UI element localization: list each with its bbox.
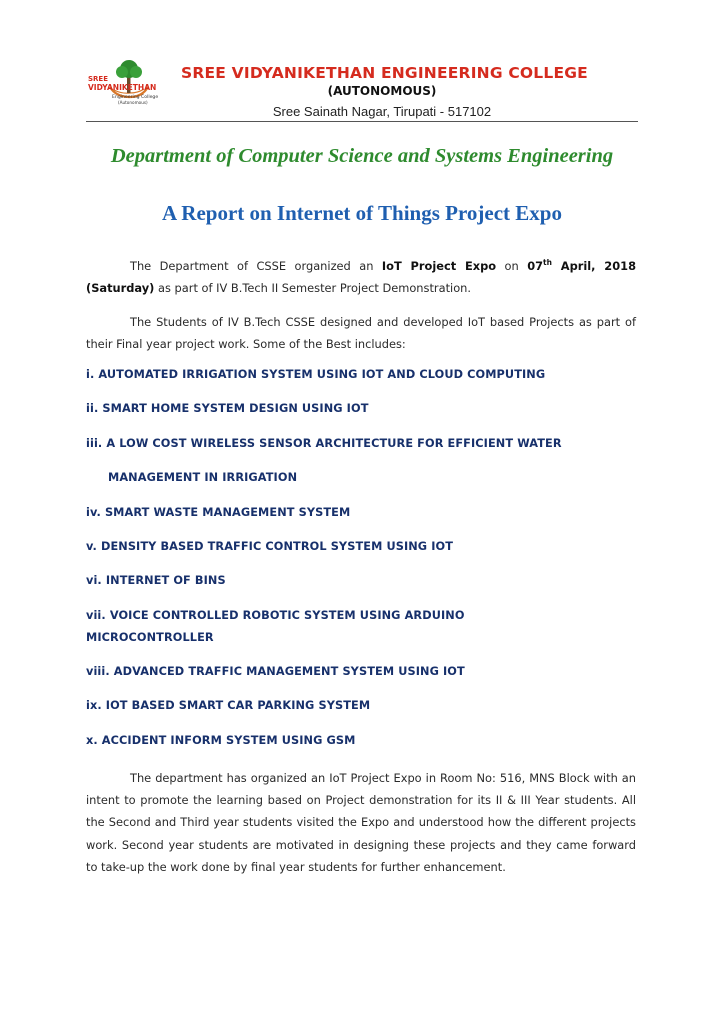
logo-text-name: VIDYANIKETHAN bbox=[88, 83, 157, 92]
college-name: SREE VIDYANIKETHAN ENGINEERING COLLEGE bbox=[181, 64, 588, 82]
college-address: Sree Sainath Nagar, Tirupati - 517102 bbox=[272, 104, 492, 119]
logo-text-subtitle: Engineering College bbox=[112, 95, 159, 100]
project-item: vi. INTERNET OF BINS bbox=[86, 574, 226, 587]
event-day-suffix: th bbox=[543, 258, 552, 268]
project-item-continuation: MICROCONTROLLER bbox=[86, 631, 214, 644]
intro-paragraph bbox=[86, 255, 636, 299]
intro-text-3: as part of IV B.Tech II Semester Project Demonstration. bbox=[154, 281, 472, 296]
project-item: v. DENSITY BASED TRAFFIC CONTROL SYSTEM USING IOT bbox=[86, 540, 454, 553]
project-item: x. ACCIDENT INFORM SYSTEM USING GSM bbox=[86, 734, 356, 747]
header-divider bbox=[86, 121, 638, 122]
closing-paragraph bbox=[86, 767, 636, 878]
project-item: iii. A LOW COST WIRELESS SENSOR ARCHITECTURE FOR EFFICIENT WATER bbox=[86, 437, 562, 450]
students-paragraph bbox=[86, 311, 636, 355]
logo-text-autonomous: (Autonomous) bbox=[118, 100, 148, 105]
project-item: iv. SMART WASTE MANAGEMENT SYSTEM bbox=[86, 506, 351, 519]
intro-text-1: The Department of CSSE organized an bbox=[130, 259, 382, 273]
closing-text: The department has organized an IoT Project Expo in Room No: 516, MNS Block with an intent to promote the learning based on Project demonstration for its II & III Year students. All the Second and Third year students visited the Expo and understood how the different projects work. Second year students are motivated in designing these projects and they came forward to take-up the work done by final year students for further enhancement. bbox=[86, 771, 636, 874]
department-title: Department of Computer Science and Systems Engineering bbox=[110, 145, 614, 167]
intro-text-2: on bbox=[496, 259, 528, 273]
event-name: IoT Project Expo bbox=[381, 259, 497, 273]
event-day: 07 bbox=[527, 259, 544, 273]
project-item: i. AUTOMATED IRRIGATION SYSTEM USING IOT AND CLOUD COMPUTING bbox=[86, 368, 546, 381]
project-item: ix. IOT BASED SMART CAR PARKING SYSTEM bbox=[86, 699, 371, 712]
project-item: vii. VOICE CONTROLLED ROBOTIC SYSTEM USING ARDUINO bbox=[86, 609, 465, 622]
event-date: April, 2018 bbox=[551, 259, 637, 273]
project-item: ii. SMART HOME SYSTEM DESIGN USING IOT bbox=[86, 402, 369, 415]
students-text: The Students of IV B.Tech CSSE designed and developed IoT based Projects as part of their Final year project work. Some of the Best includes: bbox=[86, 315, 636, 352]
report-title: A Report on Internet of Things Project Expo bbox=[162, 201, 562, 225]
project-item-continuation: MANAGEMENT IN IRRIGATION bbox=[108, 471, 298, 484]
event-weekday: (Saturday) bbox=[86, 281, 155, 296]
autonomous-label: (AUTONOMOUS) bbox=[327, 84, 437, 98]
logo-text-sree: SREE bbox=[88, 75, 108, 83]
project-item: viii. ADVANCED TRAFFIC MANAGEMENT SYSTEM USING IOT bbox=[86, 665, 465, 678]
